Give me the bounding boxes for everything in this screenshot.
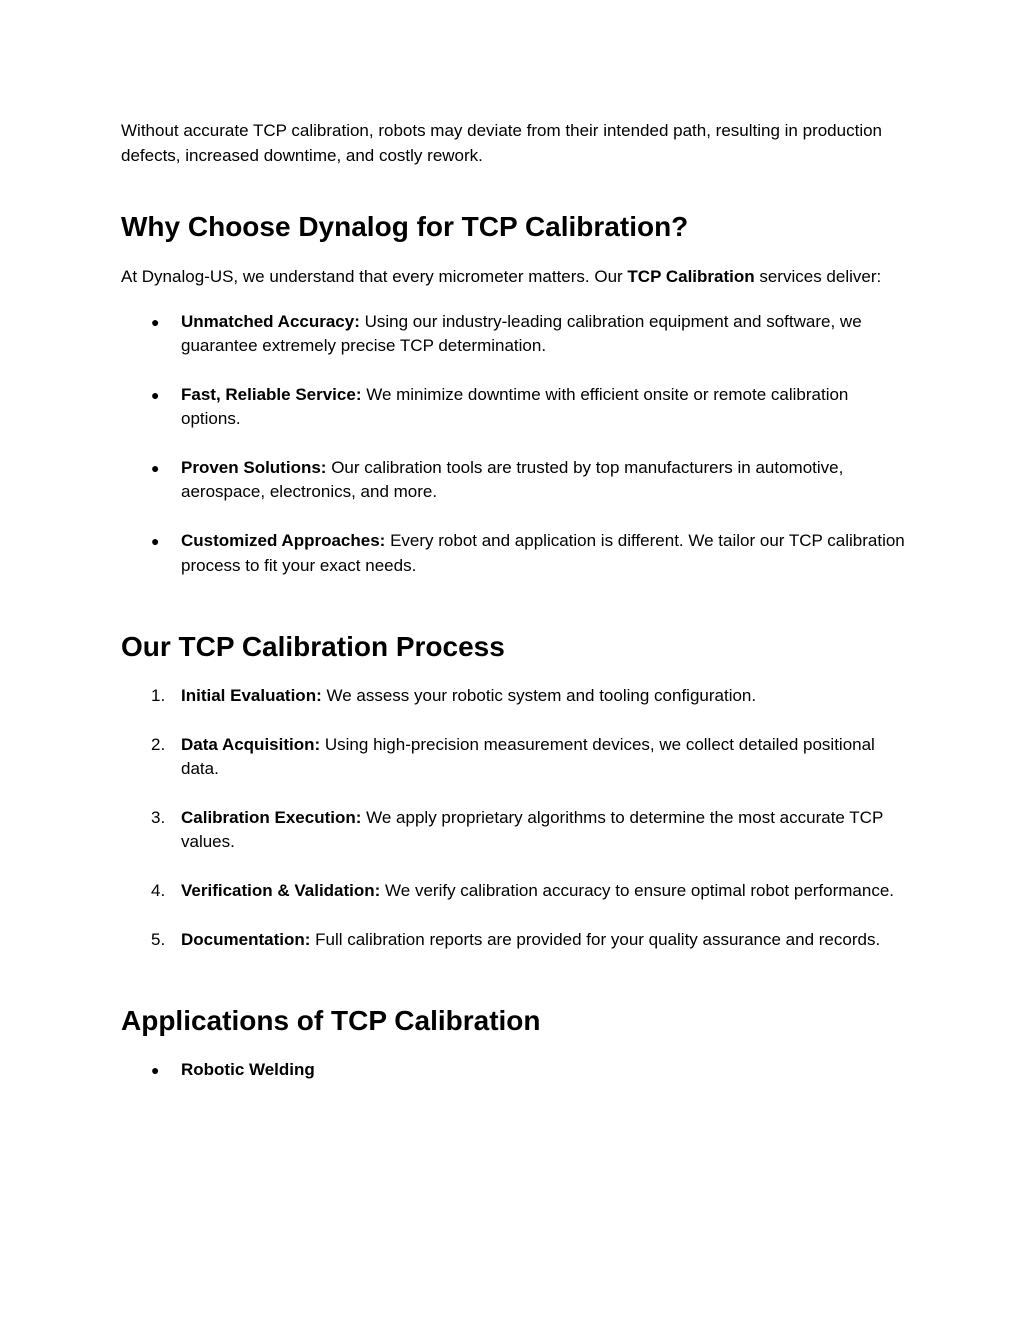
why-choose-heading: Why Choose Dynalog for TCP Calibration?	[121, 211, 689, 242]
step-title: Data Acquisition:	[181, 734, 321, 754]
item-title: Unmatched Accuracy:	[181, 311, 360, 331]
list-item	[121, 879, 911, 904]
process-steps-list	[121, 684, 911, 952]
step-text: We verify calibration accuracy to ensure optimal robot performance.	[380, 881, 895, 901]
step-number: 1.	[151, 686, 166, 706]
step-title: Verification & Validation:	[181, 881, 381, 901]
step-number: 4.	[151, 881, 166, 901]
list-item	[121, 684, 911, 709]
why-choose-intro	[121, 265, 911, 290]
item-text: Every robot and application is different. We tailor our TCP calibration process to fit your exact needs.	[181, 531, 905, 575]
bullet-icon: ●	[151, 386, 160, 403]
step-text: Full calibration reports are provided for your quality assurance and records.	[310, 929, 881, 949]
item-text: Using our industry-leading calibration equipment and software, we guarantee extremely precise TCP determination.	[181, 311, 862, 355]
why-intro-text-before: At Dynalog-US, we understand that every micrometer matters. Our	[121, 267, 628, 286]
step-number: 5.	[151, 929, 166, 949]
applications-list	[121, 1058, 911, 1083]
intro-paragraph: Without accurate TCP calibration, robots may deviate from their intended path, resulting in production defects, increased downtime, and costly rework.	[121, 121, 882, 165]
list-item	[121, 733, 911, 782]
item-title: Proven Solutions:	[181, 457, 327, 477]
list-item	[121, 806, 911, 855]
step-text: Using high-precision measurement devices, we collect detailed positional data.	[181, 734, 875, 779]
step-number: 3.	[151, 807, 166, 827]
why-intro-bold: TCP Calibration	[627, 267, 755, 286]
list-item	[121, 310, 911, 359]
item-text: We minimize downtime with efficient onsite or remote calibration options.	[181, 384, 849, 429]
bullet-icon: ●	[151, 533, 160, 550]
applications-heading: Applications of TCP Calibration	[121, 1005, 541, 1037]
why-intro-text-after: services deliver:	[754, 267, 882, 286]
list-item	[121, 928, 911, 953]
step-title: Calibration Execution:	[181, 807, 362, 827]
item-title: Fast, Reliable Service:	[181, 384, 362, 404]
bullet-icon: ●	[151, 313, 160, 330]
bullet-icon: ●	[151, 459, 160, 476]
item-title: Robotic Welding	[181, 1060, 315, 1080]
list-item	[121, 456, 911, 505]
step-text: We assess your robotic system and tooling configuration.	[321, 686, 757, 706]
why-choose-list	[121, 310, 911, 579]
bullet-icon: ●	[151, 1062, 160, 1079]
item-title: Customized Approaches:	[181, 531, 386, 551]
document-page	[121, 119, 911, 1083]
step-number: 2.	[151, 734, 166, 754]
item-text: Our calibration tools are trusted by top manufacturers in automotive, aerospace, electronics, and more.	[181, 457, 844, 502]
list-item	[121, 1058, 911, 1083]
step-title: Initial Evaluation:	[181, 686, 322, 706]
process-heading: Our TCP Calibration Process	[121, 631, 505, 663]
list-item	[121, 383, 911, 432]
step-text: We apply proprietary algorithms to determine the most accurate TCP values.	[181, 807, 883, 852]
list-item	[121, 529, 911, 578]
step-title: Documentation:	[181, 929, 311, 949]
